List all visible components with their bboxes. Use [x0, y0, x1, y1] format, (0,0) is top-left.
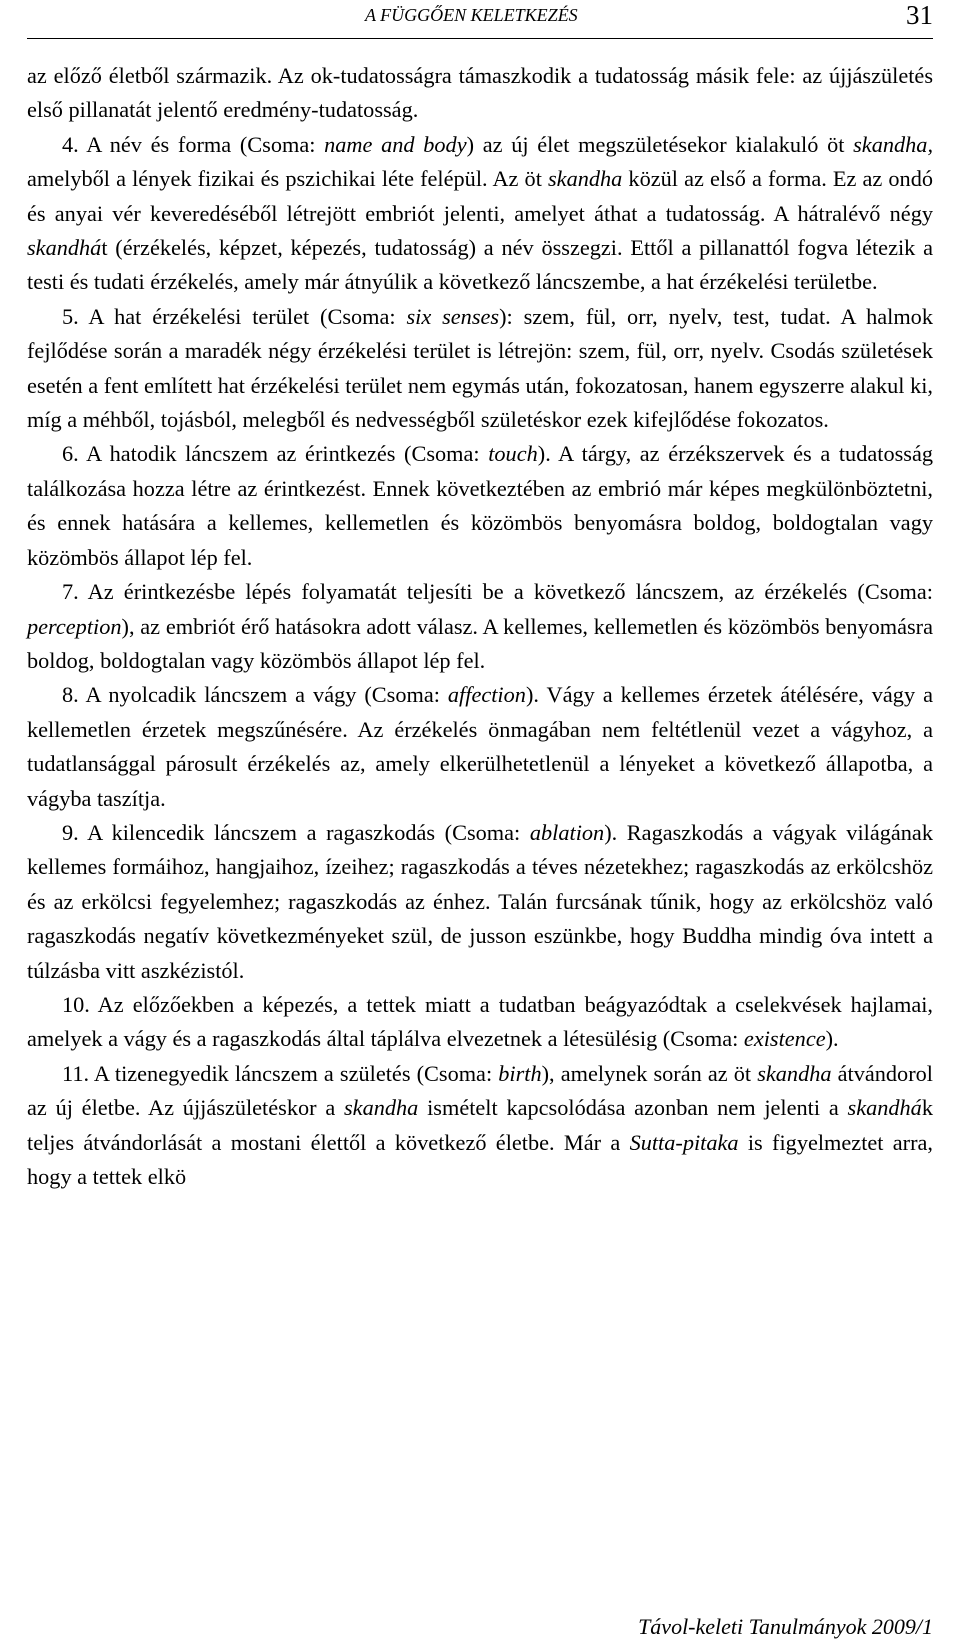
text-run: ). Ragaszkodás a vágyak világának kellemes formáihoz, hangjaihoz, ízeihez; ragaszkodás a téves nézetekhez; ragaszkodás az erkölcshöz és az erkölcsi fegyelemhez; ragaszkodás az énhez. Talán furcsának tűnik, hogy az erkölcshöz való ragaszkodás negatív következményeket szül, de jusson eszünkbe, hogy Buddha mindig óva intett a túlzásba vitt aszkézistól.: [27, 819, 933, 983]
paragraph: [27, 128, 933, 300]
text-run: 8. A nyolcadik láncszem a vágy (Csoma:: [62, 682, 448, 708]
text-run: ).: [825, 1026, 839, 1052]
italic-term: skandhá: [847, 1095, 922, 1121]
paragraph: [27, 816, 933, 988]
text-run: 6. A hatodik láncszem az érintkezés (Csoma:: [62, 441, 489, 467]
paragraph: [27, 1057, 933, 1195]
text-run: közül az első a forma. Ez az ondó és anyai vér keveredéséből létrejött embriót jelenti, amelyet áthat a tudatosság. A hátralévő négy: [27, 166, 933, 226]
journal-footer: Távol-keleti Tanulmányok 2009/1: [638, 1614, 933, 1639]
paragraph: [27, 300, 933, 438]
text-run: k teljes átvándorlását a mostani élettől a következő életbe. Már a: [27, 1095, 933, 1155]
text-run: ), amelynek során az öt: [541, 1060, 758, 1086]
text-run: az előző életből származik. Az ok-tudatosságra támaszkodik a tudatosság másik fele: az újjászületés első pillanatát jelentő eredmény-tudatosság.: [27, 63, 933, 123]
text-run: is figyelmeztet arra, hogy a tettek elkö: [27, 1129, 933, 1189]
text-run: ismételt kapcsolódása azonban nem jelenti a: [418, 1095, 848, 1121]
italic-term: birth: [498, 1060, 542, 1086]
italic-term: perception: [27, 613, 122, 639]
text-run: 5. A hat érzékelési terület (Csoma:: [62, 303, 407, 329]
running-head: [27, 0, 933, 60]
text-run: átvándorol az új életbe. Az újjászületéskor a: [27, 1060, 933, 1121]
paragraph: [27, 59, 933, 128]
italic-term: skandhá: [27, 235, 102, 261]
text-run: ), az embriót érő hatásokra adott válasz. A kellemes, kellemetlen és közömbös benyomásra boldog, boldogtalan vagy közömbös állapot lép fel.: [27, 613, 933, 673]
italic-term: name and body: [324, 131, 467, 157]
italic-term: affection: [447, 682, 526, 708]
text-run: ). Vágy a kellemes érzetek átélésére, vágy a kellemetlen érzetek megszűnésére. Az érzékelés önmagában nem feltétlenül vezet a vágyhoz, a tudatlansággal párosult érzékelés az, amely elkerülhetetlenül a lényeket a következő állapotba, a vágyba taszítja.: [27, 682, 933, 811]
text-run: t (érzékelés, képzet, képezés, tudatosság) a név összegzi. Ettől a pillanattól fogva létezik a testi és tudati érzékelés, amely már átnyúlik a következő láncszembe, a hat érzékelési területbe.: [27, 235, 933, 295]
italic-term: ablation: [529, 819, 605, 845]
paragraph: [27, 678, 933, 816]
text-run: ) az új élet megszületésekor kialakuló öt: [466, 131, 854, 157]
header-rule: [27, 38, 933, 39]
body-text: [27, 59, 933, 1194]
text-run: 11. A tizenegyedik láncszem a születés (Csoma:: [62, 1060, 499, 1086]
text-run: 9. A kilencedik láncszem a ragaszkodás (Csoma:: [62, 819, 530, 845]
italic-term: touch: [488, 441, 538, 467]
text-run: ). A tárgy, az érzékszervek és a tudatosság találkozása hozza létre az érintkezést. Ennek következtében az embrió már képes megkülönböztetni, és ennek hatására a kellemes, kellemetlen és közömbös benyomásra boldog, boldogtalan vagy közömbös állapot lép fel.: [27, 441, 933, 570]
paragraph: [27, 988, 933, 1057]
text-run: 4. A név és forma (Csoma:: [62, 131, 325, 157]
paragraph: [27, 575, 933, 678]
text-run: amelyből a lények fizikai és pszichikai léte felépül. Az öt: [27, 166, 548, 192]
text-run: ): szem, fül, orr, nyelv, test, tudat. A halmok fejlődése során a maradék négy érzékelési terület is létrejön: szem, fül, orr, nyelv. Csodás születések esetén a fent említett hat érzékelési terület nem egymás után, fokozatosan, hanem egyszerre alakul ki, míg a méhből, tojásból, melegből és nedvességből születéskor ezek kifejlődése fokozatos.: [27, 303, 933, 433]
italic-term: skandha: [757, 1060, 832, 1086]
italic-term: skandha: [344, 1095, 419, 1121]
running-title: A FÜGGŐEN KELETKEZÉS: [365, 5, 578, 25]
italic-term: skandha: [548, 166, 623, 192]
text-run: 10. Az előzőekben a képezés, a tettek miatt a tudatban beágyazódtak a cselekvések hajlamai, amelyek a vágy és a ragaszkodás által táplálva elvezetnek a létesülésig (Csoma:: [27, 991, 933, 1052]
italic-term: six senses: [406, 303, 500, 329]
italic-term: Sutta-pitaka: [629, 1129, 739, 1155]
paragraph: [27, 437, 933, 575]
page-number: 31: [906, 0, 933, 30]
text-run: 7. Az érintkezésbe lépés folyamatát teljesíti be a következő láncszem, az érzékelés (Csoma:: [62, 579, 933, 605]
italic-term: skandha,: [853, 131, 934, 157]
italic-term: existence: [743, 1026, 826, 1052]
